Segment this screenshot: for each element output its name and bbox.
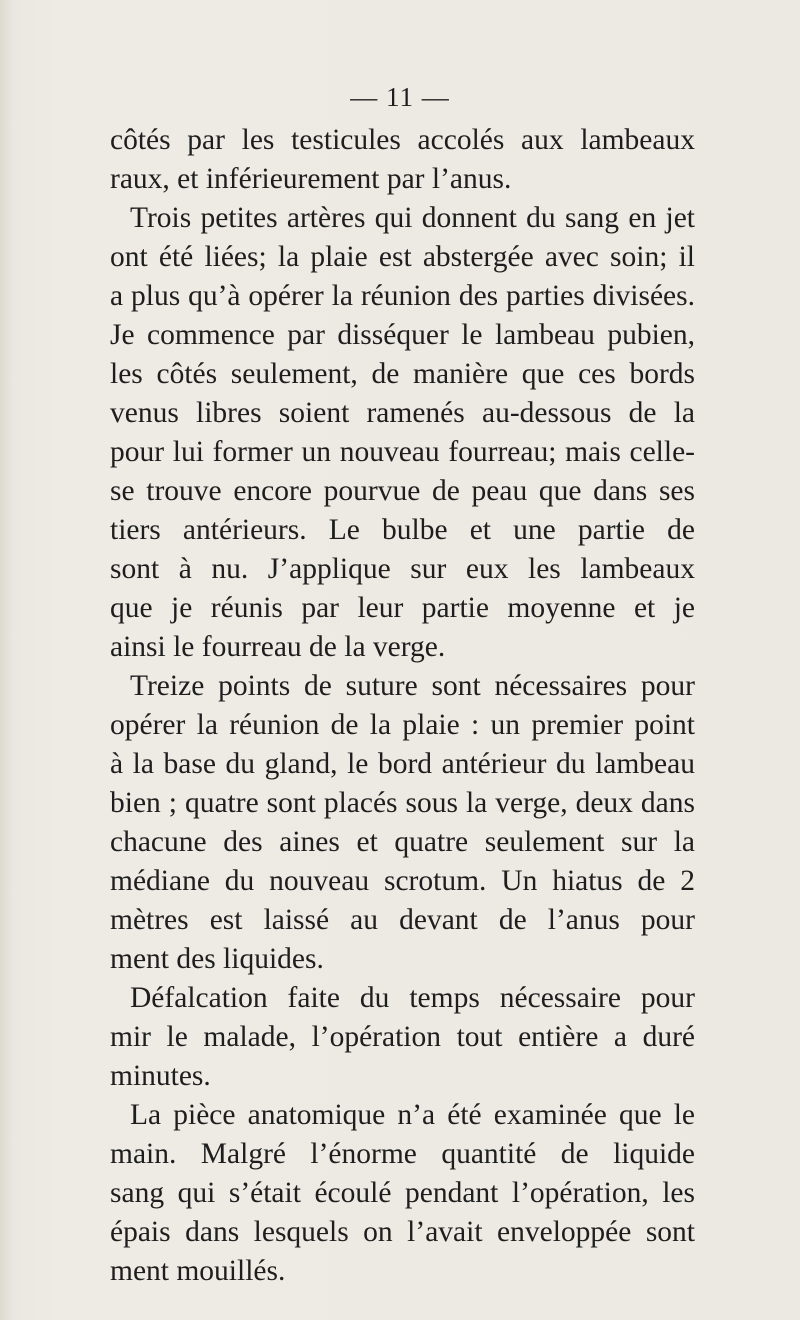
text-line: chacune des aines et quatre seulement sur la — [110, 826, 695, 858]
text-line: pour lui former un nouveau fourreau; mais celle- — [110, 436, 695, 468]
text-line: ainsi le fourreau de la verge. — [110, 631, 446, 663]
text-line: bien ; quatre sont placés sous la verge, deux dans — [110, 787, 695, 819]
text-line: que je réunis par leur partie moyenne et je — [110, 592, 695, 624]
text-line: Défalcation faite du temps nécessaire pour — [130, 982, 695, 1014]
text-line: se trouve encore pourvue de peau que dans ses — [110, 475, 695, 507]
text-line: Trois petites artères qui donnent du sang en jet — [130, 202, 695, 234]
page-number: — 11 — — [350, 82, 450, 112]
text-line: mir le malade, l’opération tout entière a duré — [110, 1021, 695, 1053]
text-line: raux, et inférieurement par l’anus. — [110, 163, 512, 195]
text-line: à la base du gland, le bord antérieur du lambeau — [110, 748, 695, 780]
text-line: tiers antérieurs. Le bulbe et une partie de — [110, 514, 695, 546]
text-line: Je commence par disséquer le lambeau pubien, — [110, 319, 695, 351]
text-line: La pièce anatomique n’a été examinée que le — [130, 1099, 695, 1131]
text-line: épais dans lesquels on l’avait enveloppée sont — [110, 1216, 695, 1248]
text-line: Treize points de suture sont nécessaires pour — [130, 670, 695, 702]
text-line: a plus qu’à opérer la réunion des parties divisées. — [110, 280, 695, 312]
text-line: venus libres soient ramenés au-dessous de la — [110, 397, 695, 429]
text-line: médiane du nouveau scrotum. Un hiatus de 2 — [110, 865, 695, 897]
body-text — [110, 121, 695, 1291]
text-line: minutes. — [110, 1060, 211, 1092]
text-line: ment mouillés. — [110, 1255, 286, 1287]
text-line: ment des liquides. — [110, 943, 324, 975]
text-line: main. Malgré l’énorme quantité de liquide — [110, 1138, 695, 1170]
text-line: sont à nu. J’applique sur eux les lambeaux — [110, 553, 695, 585]
text-line: ont été liées; la plaie est abstergée avec soin; il — [110, 241, 695, 273]
text-line: opérer la réunion de la plaie : un premier point — [110, 709, 695, 741]
text-line: côtés par les testicules accolés aux lambeaux — [110, 124, 695, 156]
text-line: les côtés seulement, de manière que ces bords — [110, 358, 695, 390]
text-line: sang qui s’était écoulé pendant l’opération, les — [110, 1177, 695, 1209]
text-line: mètres est laissé au devant de l’anus pour — [110, 904, 695, 936]
